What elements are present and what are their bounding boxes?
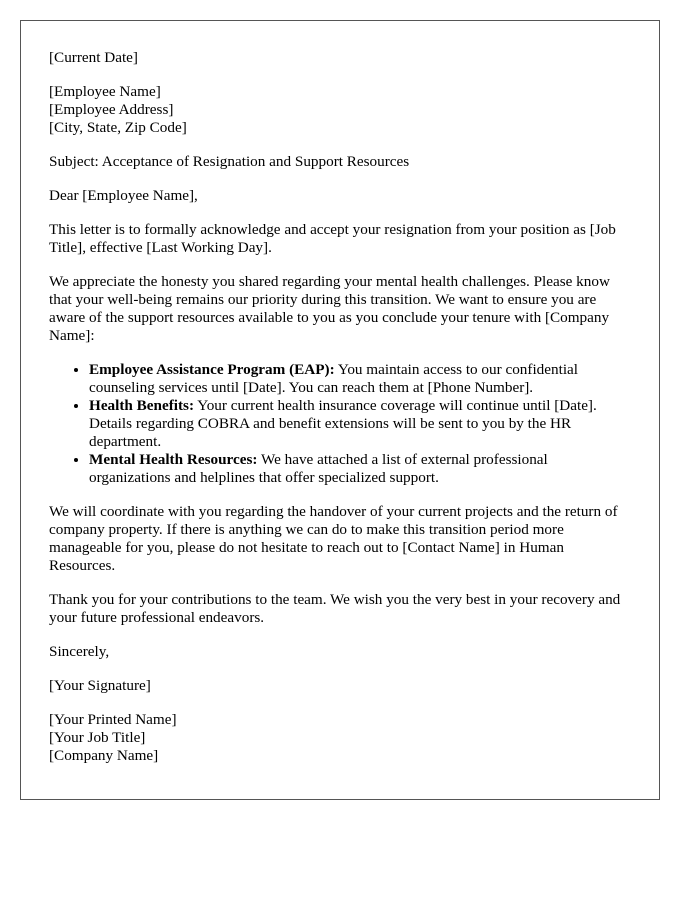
sender-job-title: [Your Job Title] — [49, 729, 146, 746]
thanks-paragraph: Thank you for your contributions to the team. We wish you the very best in your recovery and your future professional endeavors. — [49, 591, 621, 626]
closing: Sincerely, — [49, 643, 110, 660]
letter-date: [Current Date] — [49, 49, 138, 66]
sender-printed-name: [Your Printed Name] — [49, 711, 177, 728]
resource-text: You maintain access to our confidential counseling services until [Date]. You can reach them at [Phone Number]. — [89, 361, 579, 396]
support-resources-list — [49, 361, 631, 487]
appreciation-paragraph: We appreciate the honesty you shared regarding your mental health challenges. Please know that your well-being remains our priority during this transition. We want to ensure you are aware of the support resources available to you as you conclude your tenure with [Company Name]: — [49, 273, 610, 344]
recipient-block — [49, 83, 631, 137]
recipient-name: [Employee Name] — [49, 83, 161, 100]
resource-title: Health Benefits: — [89, 397, 195, 414]
resource-title: Employee Assistance Program (EAP): — [89, 361, 335, 378]
signature-placeholder: [Your Signature] — [49, 677, 151, 694]
salutation: Dear [Employee Name], — [49, 187, 198, 204]
letter-page — [20, 20, 660, 800]
sender-company: [Company Name] — [49, 747, 159, 764]
list-item — [89, 397, 631, 451]
recipient-address: [Employee Address] — [49, 101, 174, 118]
coordination-paragraph: We will coordinate with you regarding the handover of your current projects and the return of company property. If there is anything we can do to make this transition period more manageable for you, please do not hesitate to reach out to [Contact Name] in Human Resources. — [49, 503, 618, 574]
resource-text: We have attached a list of external professional organizations and helplines that offer specialized support. — [89, 451, 548, 486]
list-item — [89, 451, 631, 487]
recipient-city-state-zip: [City, State, Zip Code] — [49, 119, 187, 136]
resource-title: Mental Health Resources: — [89, 451, 258, 468]
sender-block — [49, 711, 631, 765]
letter-subject: Subject: Acceptance of Resignation and Support Resources — [49, 153, 410, 170]
resource-text: Your current health insurance coverage will continue until [Date]. Details regarding COBRA and benefit extensions will be sent to you by the HR department. — [89, 397, 597, 450]
acknowledgement-paragraph: This letter is to formally acknowledge and accept your resignation from your position as [Job Title], effective [Last Working Day]. — [49, 221, 616, 256]
list-item — [89, 361, 631, 397]
